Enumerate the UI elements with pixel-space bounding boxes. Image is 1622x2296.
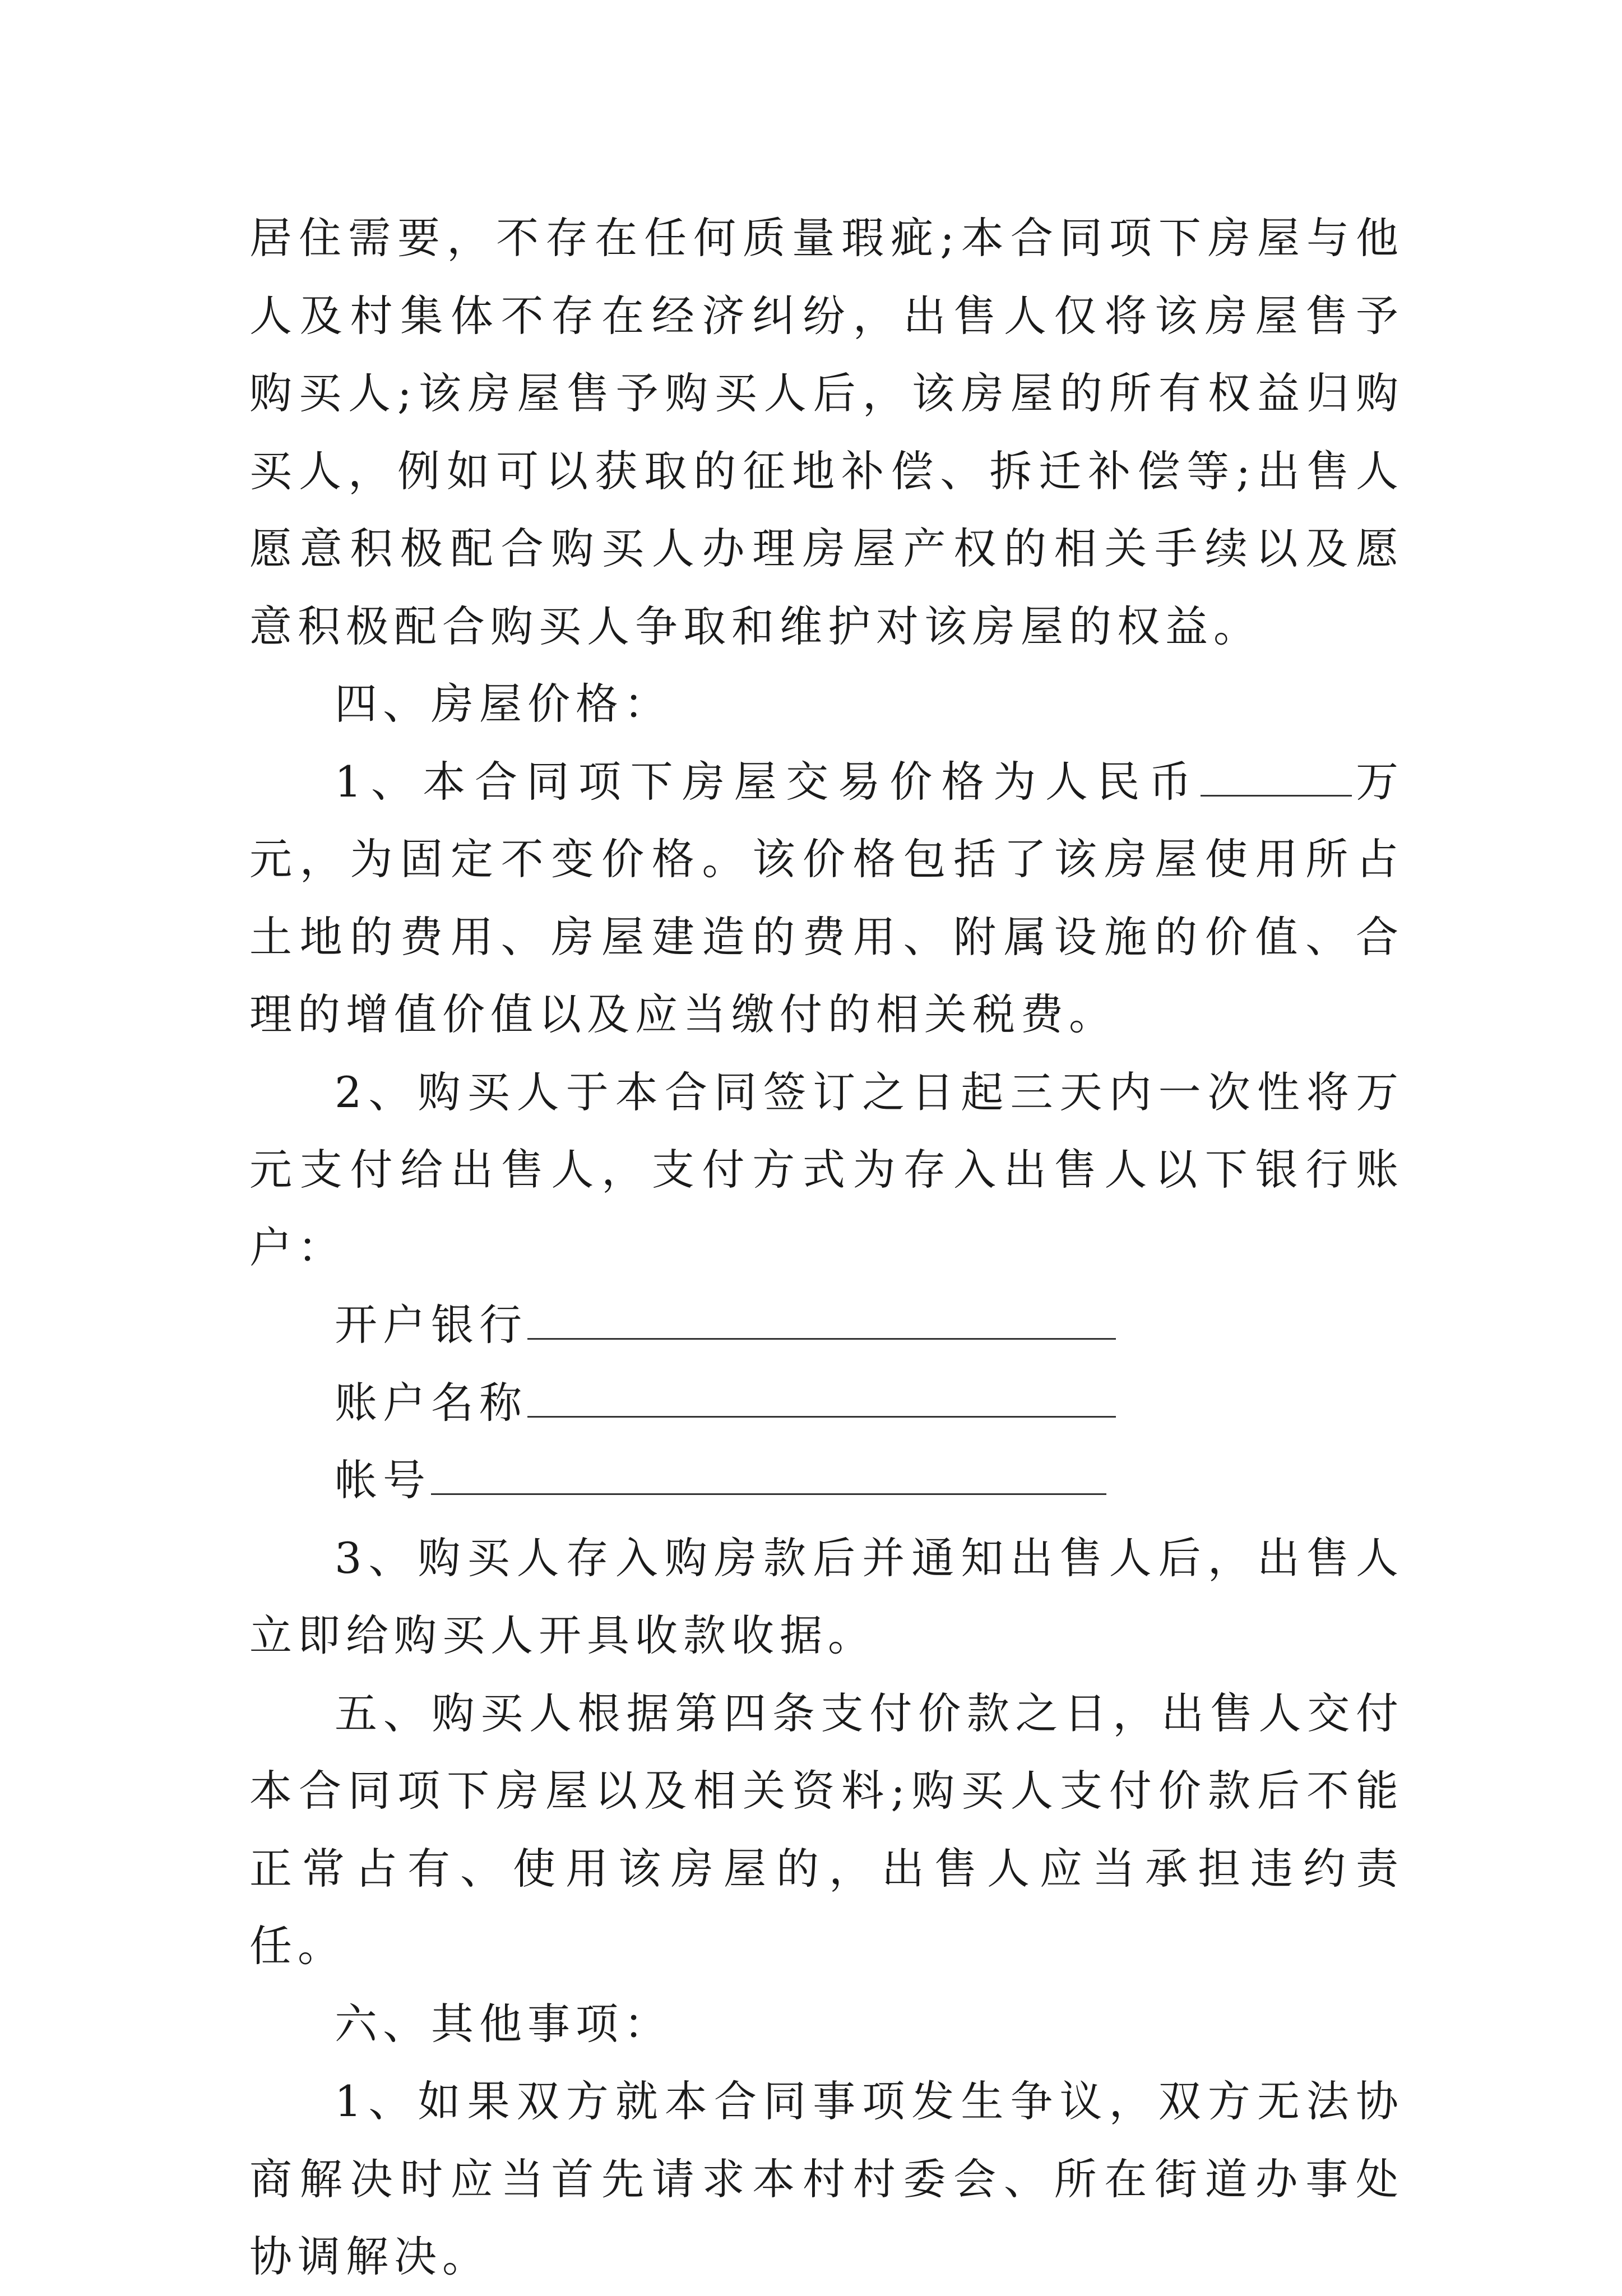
account-number-blank — [431, 1448, 1106, 1495]
paragraph-continuation: 居住需要，不存在任何质量瑕疵;本合同项下房屋与他人及村集体不存在经济纠纷，出售人仅将该房屋售予购买人;该房屋售予购买人后，该房屋的所有权益归购买人，例如可以获取的征地补偿、拆迁补偿等;出售人愿意积极配合购买人办理房屋产权的相关手续以及愿意积极配合购买人争取和维护对该房屋的权益。 — [249, 213, 1404, 651]
account-number-field — [249, 1442, 1404, 1520]
bank-field — [249, 1286, 1404, 1364]
account-number-label: 帐号 — [335, 1455, 431, 1505]
payment-clause: 2、购买人于本合同签订之日起三天内一次性将万元支付给出售人，支付方式为存入出售人以下银行账户： — [249, 1067, 1404, 1272]
price-amount-blank — [1201, 750, 1352, 797]
document-body — [249, 200, 1404, 2296]
price-clause-text-after: 万元，为固定不变价格。该价格包括了该房屋使用所占土地的费用、房屋建造的费用、附属设施的价值、合理的增值价值以及应当缴付的相关税费。 — [249, 756, 1405, 1039]
section-five: 五、购买人根据第四条支付价款之日，出售人交付本合同项下房屋以及相关资料;购买人支付价款后不能正常占有、使用该房屋的，出售人应当承担违约责任。 — [249, 1688, 1404, 1971]
price-clause-text-before: 1、本合同项下房屋交易价格为人民币 — [335, 756, 1201, 807]
bank-label: 开户银行 — [335, 1300, 527, 1350]
account-name-field — [249, 1364, 1404, 1442]
bank-blank — [527, 1293, 1116, 1340]
section-four-heading: 四、房屋价格： — [335, 679, 672, 729]
receipt-clause: 3、购买人存入购房款后并通知出售人后，出售人立即给购买人开具收款收据。 — [249, 1533, 1404, 1660]
price-clause — [249, 743, 1404, 1054]
dispute-clause: 1、如果双方就本合同事项发生争议，双方无法协商解决时应当首先请求本村村委会、所在街道办事处协调解决。 — [249, 2076, 1404, 2281]
account-name-blank — [527, 1371, 1116, 1418]
account-name-label: 账户名称 — [335, 1377, 527, 1428]
section-six-heading: 六、其他事项： — [335, 1998, 672, 2049]
